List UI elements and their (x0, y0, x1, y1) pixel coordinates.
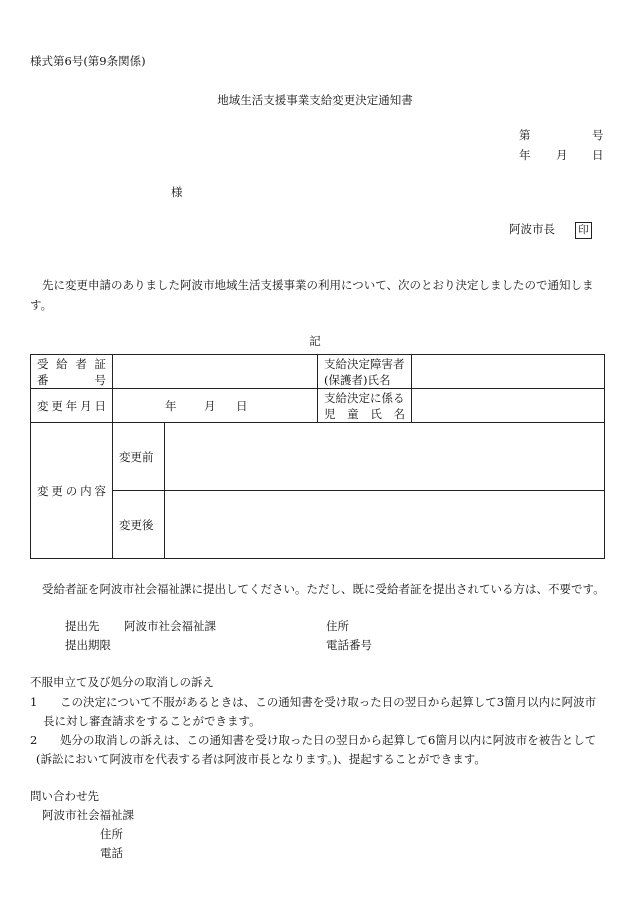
label-char: 名 (393, 406, 405, 421)
label-char: 更 (51, 483, 63, 498)
change-date-label (31, 389, 113, 423)
after-change-label: 変更後 (113, 491, 165, 559)
label-char: 変 (37, 398, 49, 413)
label-char: 証 (94, 356, 106, 371)
change-date-value[interactable] (113, 389, 318, 423)
issuer (509, 222, 592, 239)
child-name-label (318, 389, 412, 423)
label-char: の (65, 483, 78, 498)
ki-label: 記 (309, 334, 321, 348)
document-title: 地域生活支援事業支給変更決定通知書 (217, 93, 413, 107)
label-char: 番 (37, 372, 49, 387)
appeal-item1-line2: 長に対し審査請求をすることができます。 (43, 714, 261, 728)
after-change-value[interactable] (165, 491, 605, 559)
disabled-person-name-label (318, 355, 412, 389)
form-number: 様式第6号(第9条関係) (30, 54, 146, 68)
contact-phone-label: 電話 (100, 846, 123, 860)
contact-address-label: 住所 (100, 827, 123, 841)
label-char: 更 (51, 398, 63, 413)
addressee-honorific: 様 (171, 185, 183, 199)
doc-number-suffix: 号 (592, 128, 604, 142)
recipient-cert-number-label (31, 355, 113, 389)
label-line: 支給決定障害者 (324, 356, 405, 371)
before-change-value[interactable] (165, 423, 605, 491)
seal-stamp: 印 (575, 222, 592, 239)
label-char: 児 (324, 406, 336, 421)
appeal-heading: 不服申立て及び処分の取消しの訴え (30, 675, 214, 689)
change-date-year: 年 (165, 398, 177, 413)
deadline-label: 提出期限 (65, 638, 111, 652)
label-char: 変 (37, 483, 49, 498)
appeal-item2-line1: 処分の取消しの訴えは、この通知書を受け取った日の翌日から起算して6箇月以内に阿波市を被告として (60, 733, 597, 747)
contact-heading: 問い合わせ先 (30, 789, 99, 803)
label-char: 給 (56, 356, 68, 371)
submission-address-label: 住所 (326, 619, 349, 633)
change-date-day: 日 (236, 398, 248, 413)
appeal-item2-line2: (訴訟において阿波市を代表する者は阿波市長となります。)、提起することができます。 (36, 752, 486, 766)
label-char: 容 (94, 483, 106, 498)
submission-note: 受給者証を阿波市社会福祉課に提出してください。ただし、既に受給者証を提出されている方は、不要です。 (42, 582, 605, 596)
date-year: 年 (519, 148, 531, 162)
recipient-cert-number-value[interactable] (113, 355, 318, 389)
label-char: 者 (75, 356, 87, 371)
label-char: 月 (80, 398, 92, 413)
intro-paragraph: 先に変更申請のありました阿波市地域生活支援事業の利用について、次のとおり決定しましたので通知します。 (30, 278, 594, 312)
appeal-item1-number: 1 (30, 695, 38, 709)
destination-label: 提出先 (65, 619, 100, 633)
label-char: 号 (94, 372, 106, 387)
change-date-month: 月 (204, 398, 216, 413)
label-line: (保護者)氏名 (324, 372, 391, 387)
before-change-label: 変更前 (113, 423, 165, 491)
change-decision-table (30, 354, 605, 559)
date-month: 月 (556, 148, 568, 162)
issuer-name: 阿波市長 (509, 222, 555, 236)
label-char: 童 (347, 406, 359, 421)
child-name-value[interactable] (412, 389, 605, 423)
date-day: 日 (592, 148, 604, 162)
change-contents-label (31, 423, 113, 559)
disabled-person-name-value[interactable] (412, 355, 605, 389)
contact-department: 阿波市社会福祉課 (42, 808, 134, 822)
submission-phone-label: 電話番号 (326, 638, 372, 652)
label-char: 年 (65, 398, 78, 413)
doc-number-prefix: 第 (519, 128, 531, 142)
appeal-item1-line1: この決定について不服があるときは、この通知書を受け取った日の翌日から起算して3箇月以内に阿波市 (60, 695, 597, 709)
label-char: 受 (37, 356, 49, 371)
destination-value: 阿波市社会福祉課 (124, 619, 216, 633)
appeal-item2-number: 2 (30, 733, 38, 747)
label-char: 氏 (370, 406, 382, 421)
label-line: 支給決定に係る (324, 390, 405, 405)
label-char: 内 (80, 483, 92, 498)
label-char: 日 (94, 398, 106, 413)
